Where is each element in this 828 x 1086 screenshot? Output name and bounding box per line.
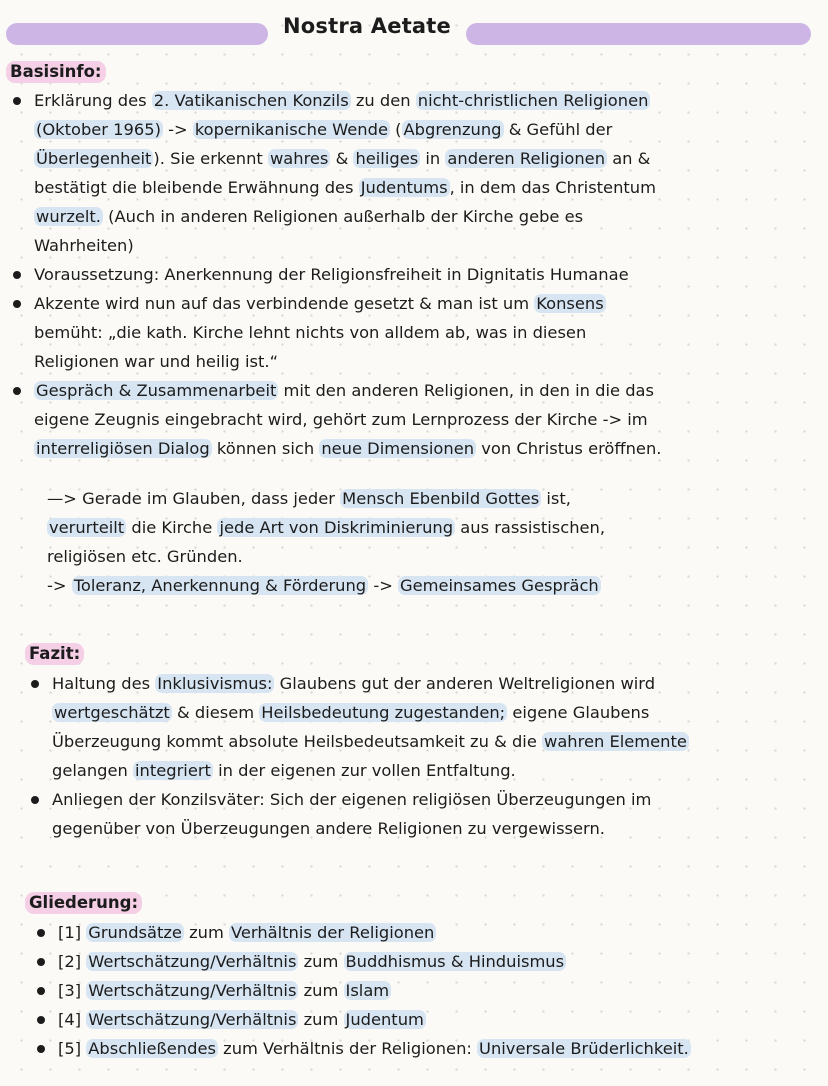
highlighted-term: Abschließendes (88, 1039, 216, 1058)
highlighted-term: wertgeschätzt (54, 703, 170, 722)
text-line (34, 318, 821, 347)
highlighted-term: wahren Elemente (544, 732, 687, 751)
highlighted-term: verurteilt (49, 518, 125, 537)
text-line (34, 231, 821, 260)
text-line (34, 260, 821, 289)
highlighted-term: Toleranz, Anerkennung & Förderung (73, 576, 367, 595)
text-segment: (Auch in anderen Religionen außerhalb der Kirche gebe es (102, 207, 584, 226)
highlighted-term: Wertschätzung/Verhältnis (88, 1010, 297, 1029)
highlighted-term: Überlegenheit (36, 149, 152, 168)
highlighted-term: (Oktober 1965) (36, 120, 161, 139)
highlighted-term: Abgrenzung (403, 120, 502, 139)
highlighted-term: Buddhismus & Hinduismus (345, 952, 565, 971)
highlighted-term: Inklusivismus: (157, 674, 273, 693)
text-line (34, 173, 821, 202)
note-paragraph (47, 484, 817, 600)
basisinfo-note (47, 484, 817, 600)
text-segment: ( (389, 120, 402, 139)
highlighted-term: jede Art von Diskriminierung (219, 518, 454, 537)
highlighted-term: Gemeinsames Gespräch (400, 576, 599, 595)
basisinfo-list (6, 86, 821, 463)
highlighted-term: Judentums (360, 178, 448, 197)
bullet-item (24, 785, 824, 843)
fazit-section (24, 669, 824, 843)
text-segment: Wahrheiten) (34, 236, 134, 255)
basisinfo-section (6, 86, 821, 463)
text-line (52, 698, 824, 727)
highlighted-term: neue Dimensionen (321, 439, 475, 458)
text-segment: in der eigenen zur vollen Entfaltung. (212, 761, 516, 780)
text-segment: [3] (58, 981, 87, 1000)
highlighted-term: heiliges (355, 149, 419, 168)
text-segment: [2] (58, 952, 87, 971)
text-line (34, 347, 821, 376)
gliederung-list (30, 918, 820, 1063)
text-line (34, 202, 821, 231)
section-label-fazit: Fazit: (25, 643, 84, 665)
text-segment: Voraussetzung: Anerkennung der Religionsfreiheit in Dignitatis Humanae (34, 265, 629, 284)
text-segment: & (330, 149, 354, 168)
text-segment: Religionen war und heilig ist.“ (34, 352, 279, 371)
text-line (47, 542, 817, 571)
text-segment: -> (368, 576, 399, 595)
highlighted-term: interreligiösen Dialog (36, 439, 210, 458)
text-segment: Glaubens gut der anderen Weltreligionen wird (274, 674, 656, 693)
text-segment: die Kirche (126, 518, 218, 537)
text-segment: mit den anderen Religionen, in den in die das (278, 381, 655, 400)
text-segment: an & (607, 149, 651, 168)
text-line (34, 115, 821, 144)
text-segment: zu den (350, 91, 416, 110)
highlighted-term: Wertschätzung/Verhältnis (88, 981, 297, 1000)
highlighted-term: Mensch Ebenbild Gottes (342, 489, 540, 508)
highlighted-term: Verhältnis der Religionen (231, 923, 435, 942)
text-line (58, 918, 820, 947)
highlighted-term: Grundsätze (88, 923, 182, 942)
text-line (47, 513, 817, 542)
highlighted-term: Islam (345, 981, 390, 1000)
text-line (34, 405, 821, 434)
text-line (52, 756, 824, 785)
bullet-item (6, 376, 821, 463)
text-segment: gelangen (52, 761, 134, 780)
text-segment: in (420, 149, 446, 168)
highlighted-term: Wertschätzung/Verhältnis (88, 952, 297, 971)
bullet-item (6, 260, 821, 289)
text-segment: & Gefühl der (503, 120, 613, 139)
text-segment: gegenüber von Überzeugungen andere Religionen zu vergewissern. (52, 819, 605, 838)
section-label-gliederung: Gliederung: (25, 892, 142, 914)
outline-item (30, 947, 820, 976)
text-segment: -> (47, 576, 72, 595)
text-segment: [5] (58, 1039, 87, 1058)
highlighted-term: wahres (269, 149, 329, 168)
text-segment: ist, (541, 489, 571, 508)
text-segment: religiösen etc. Gründen. (47, 547, 243, 566)
text-line (58, 1005, 820, 1034)
text-line (52, 785, 824, 814)
text-segment: & diesem (171, 703, 260, 722)
gliederung-section (30, 918, 820, 1063)
text-line (34, 144, 821, 173)
highlighted-term: Universale Brüderlichkeit. (479, 1039, 689, 1058)
text-segment: aus rassistischen, (455, 518, 606, 537)
text-line (52, 814, 824, 843)
text-segment: -> (162, 120, 193, 139)
text-line (58, 976, 820, 1005)
text-segment: von Christus eröffnen. (476, 439, 662, 458)
section-label-basisinfo: Basisinfo: (6, 61, 106, 83)
bullet-item (6, 289, 821, 376)
title-row (0, 12, 828, 48)
title-decoration-left (6, 23, 268, 45)
text-segment: Erklärung des (34, 91, 152, 110)
highlighted-term: wurzelt. (36, 207, 101, 226)
highlighted-term: 2. Vatikanischen Konzils (153, 91, 349, 110)
text-segment: Anliegen der Konzilsväter: Sich der eigenen religiösen Überzeugungen im (52, 790, 652, 809)
text-segment: , in dem das Christentum (449, 178, 656, 197)
highlighted-term: Gespräch & Zusammenarbeit (36, 381, 277, 400)
text-segment: eigene Zeugnis eingebracht wird, gehört zum Lernprozess der Kirche -> im (34, 410, 648, 429)
text-segment: Haltung des (52, 674, 156, 693)
highlighted-term: kopernikanische Wende (194, 120, 388, 139)
text-segment: [1] (58, 923, 87, 942)
text-line (47, 571, 817, 600)
text-segment: eigene Glaubens (507, 703, 650, 722)
text-segment: Überzeugung kommt absolute Heilsbedeutsamkeit zu & die (52, 732, 543, 751)
text-segment: können sich (211, 439, 320, 458)
outline-item (30, 1005, 820, 1034)
highlighted-term: nicht-christlichen Religionen (417, 91, 649, 110)
text-line (52, 727, 824, 756)
text-line (34, 86, 821, 115)
text-line (34, 434, 821, 463)
text-segment: bestätigt die bleibende Erwähnung des (34, 178, 359, 197)
highlighted-term: anderen Religionen (447, 149, 606, 168)
text-line (58, 947, 820, 976)
text-segment: zum (298, 952, 344, 971)
bullet-item (6, 86, 821, 260)
text-line (47, 484, 817, 513)
text-line (34, 376, 821, 405)
text-segment: zum (298, 1010, 344, 1029)
text-segment: bemüht: „die kath. Kirche lehnt nichts von alldem ab, was in diesen (34, 323, 587, 342)
text-segment: ). Sie erkennt (153, 149, 268, 168)
text-segment: zum (298, 981, 344, 1000)
text-segment: —> Gerade im Glauben, dass jeder (47, 489, 341, 508)
highlighted-term: Konsens (536, 294, 604, 313)
page-title: Nostra Aetate (283, 14, 451, 38)
highlighted-term: integriert (135, 761, 211, 780)
outline-item (30, 918, 820, 947)
text-line (34, 289, 821, 318)
outline-item (30, 1034, 820, 1063)
fazit-list (24, 669, 824, 843)
highlighted-term: Heilsbedeutung zugestanden; (261, 703, 506, 722)
highlighted-term: Judentum (345, 1010, 424, 1029)
outline-item (30, 976, 820, 1005)
text-line (58, 1034, 820, 1063)
bullet-item (24, 669, 824, 785)
text-segment: zum (183, 923, 230, 942)
text-segment: Akzente wird nun auf das verbindende gesetzt & man ist um (34, 294, 535, 313)
text-segment: zum Verhältnis der Religionen: (217, 1039, 478, 1058)
text-segment: [4] (58, 1010, 87, 1029)
text-line (52, 669, 824, 698)
title-decoration-right (466, 23, 811, 45)
